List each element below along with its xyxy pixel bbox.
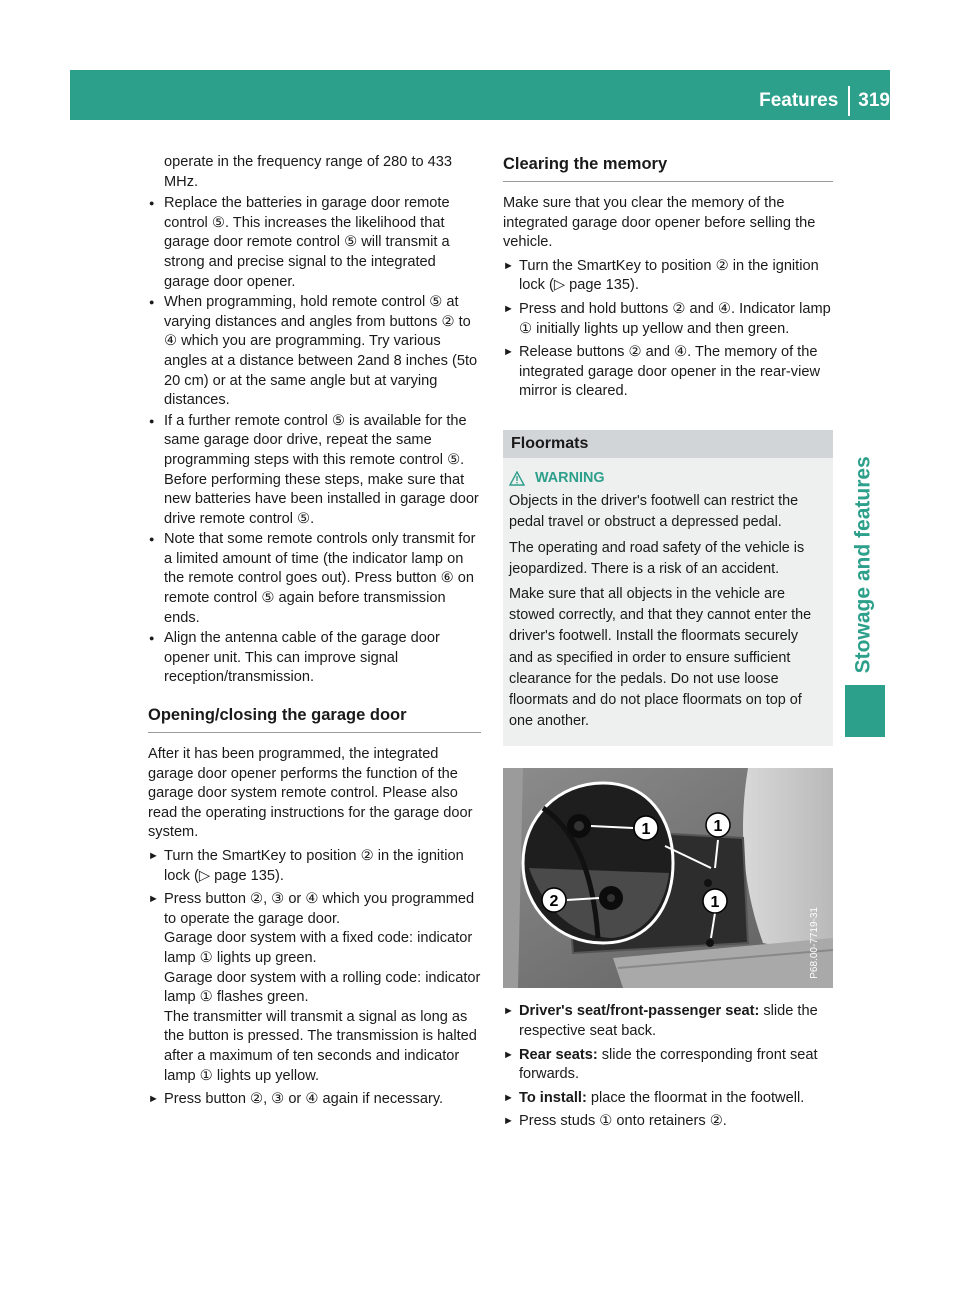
callout-1 <box>706 813 730 837</box>
floormat-step: ► Press studs ① onto retainers ②. <box>503 1112 833 1132</box>
warning-paragraph: The operating and road safety of the vehicle is jeopardized. There is a risk of an accident. <box>509 539 805 577</box>
page-number: 319 <box>858 90 890 111</box>
left-column <box>148 153 481 1110</box>
instruction-step: ► Press button ②, ③ or ④ again if necessary. <box>148 1090 481 1110</box>
side-tab-label: Stowage and features <box>852 456 876 674</box>
section-heading-opening: Opening/closing the garage door <box>148 704 481 733</box>
warning-title: WARNING <box>509 468 825 489</box>
step-detail: The transmitter will transmit a signal as long as the button is pressed. The transmission is halted after a maximum of ten seconds and indicator lamp ① lights up yellow. <box>164 1008 477 1084</box>
warning-triangle-icon <box>509 471 525 486</box>
header-title <box>759 86 890 116</box>
svg-text:2: 2 <box>549 893 559 911</box>
floormats-heading: Floormats <box>503 430 833 458</box>
step-text: ► Press button ②, ③ or ④ which you programmed to operate the garage door. <box>164 891 475 927</box>
instruction-step: ► Release buttons ② and ④. The memory of the integrated garage door opener in the rear-view mirror is cleared. <box>503 343 833 402</box>
bullet-item: ● Note that some remote controls only transmit for a limited amount of time (the indicator lamp on the remote control goes out). Press button ⑥ on remote control ⑤ again before transmission ends. <box>148 530 481 628</box>
step-detail: Garage door system with a rolling code: indicator lamp ① flashes green. <box>164 969 481 1006</box>
bullet-item: ● When programming, hold remote control ⑤ at varying distances and angles from buttons ② to ④ which you are programming. Try various angles at a distance between 2and 8 inches (5to 20 cm) or at the same angle but at varying distances. <box>148 293 481 411</box>
opening-paragraph: After it has been programmed, the integrated garage door opener performs the function of the garage door system remote control. Please also read the operating instructions for the garage door system. <box>148 746 473 841</box>
floormat-step: ► Driver's seat/front-passenger seat: slide the respective seat back. <box>503 1002 833 1041</box>
warning-paragraph: Make sure that all objects in the vehicle are stowed correctly, and that they cannot enter the driver's footwell. Install the floormats securely and as specified in order to ensure sufficient clearance for the pedals. Do not use loose floormats and do not place floormats on top of one another. <box>509 585 812 730</box>
intro-text: operate in the frequency range of 280 to 433 MHz. <box>164 154 453 190</box>
floormat-illustration <box>503 768 833 988</box>
svg-text:1: 1 <box>710 894 720 912</box>
floormat-step: ► To install: place the floormat in the footwell. <box>503 1089 833 1109</box>
section-title: Features <box>759 90 839 111</box>
floormat-step: ► Rear seats: slide the corresponding front seat forwards. <box>503 1046 833 1085</box>
right-column <box>503 153 833 1132</box>
instruction-step: ► Turn the SmartKey to position ② in the ignition lock (▷ page 135). <box>148 847 481 886</box>
warning-paragraph: Objects in the driver's footwell can restrict the pedal travel or obstruct a depressed pedal. <box>509 493 799 531</box>
section-heading-clearing: Clearing the memory <box>503 153 833 182</box>
instruction-step: ► Press and hold buttons ② and ④. Indicator lamp ① initially lights up yellow and then green. <box>503 300 833 339</box>
svg-text:1: 1 <box>641 821 651 839</box>
warning-box <box>503 458 833 746</box>
bullet-item: ● Replace the batteries in garage door remote control ⑤. This increases the likelihood that garage door remote control ⑤ will transmit a strong and precise signal to the integrated garage door opener. <box>148 194 481 292</box>
callout-2 <box>542 888 566 912</box>
side-tab-marker <box>845 685 885 737</box>
header-separator <box>848 86 850 116</box>
step-detail: Garage door system with a fixed code: indicator lamp ① lights up green. <box>164 930 473 966</box>
instruction-step: ► Turn the SmartKey to position ② in the ignition lock (▷ page 135). <box>503 257 833 296</box>
callout-1 <box>703 889 727 913</box>
bullet-item: ● If a further remote control ⑤ is available for the same garage door drive, repeat the same programming steps with this remote control ⑤. Before performing these steps, make sure that new batteries have been installed in garage door drive remote control ⑤. <box>148 412 481 530</box>
clearing-paragraph: Make sure that you clear the memory of the integrated garage door opener before selling the vehicle. <box>503 195 816 251</box>
image-code: P68.00-7719-31 <box>809 906 821 979</box>
svg-text:1: 1 <box>713 818 723 836</box>
bullet-item: ● Align the antenna cable of the garage door opener unit. This can improve signal reception/transmission. <box>148 629 481 688</box>
callout-1 <box>634 816 658 840</box>
instruction-step <box>148 890 481 1086</box>
